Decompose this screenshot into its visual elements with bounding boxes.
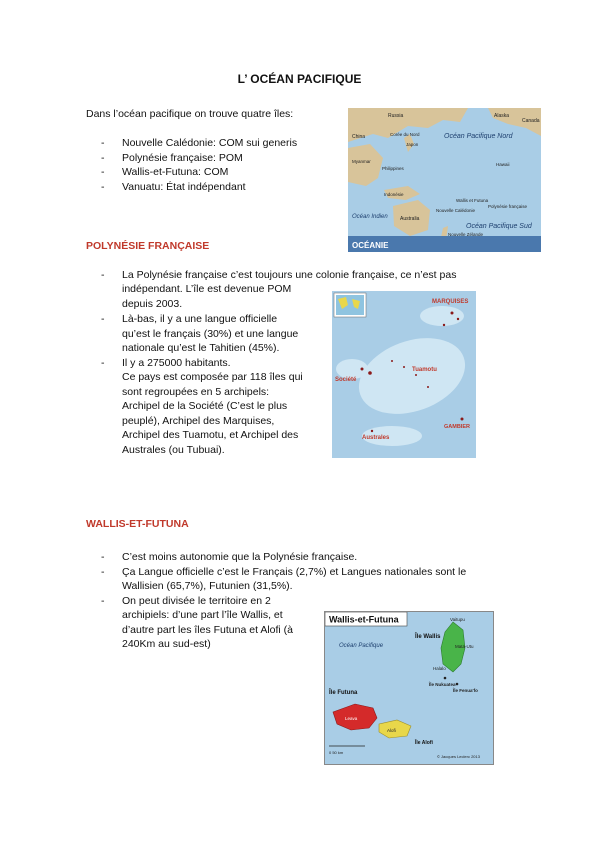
text-line: archipiels: d’une part l’île Wallis, et [122,609,283,621]
list-item [86,550,536,565]
map-label-leava: Leava [345,716,358,721]
map-label-australes: Australes [362,435,390,441]
map-label-china: China [352,134,366,140]
map-label-nz: Nouvelle Zélande [448,232,484,237]
list-item: - Vanuatu: État indépendant [86,180,297,195]
map-label-ncal: Nouvelle Calédonie [436,208,476,213]
list-item [86,356,303,458]
polynesie-b1-rest [122,282,291,311]
map-scale: 0 50 km [329,750,344,755]
text-line: Archipel des Tuamotu, et Archipel des [122,429,299,441]
map-label-gambier: GAMBIER [444,424,470,430]
map-label-nukuatea: Île Nukuatea [429,682,456,687]
text-line: - Ça Langue officielle c’est le Français (2,7%) et Langues nationales sont le [122,565,467,578]
text-line: depuis 2003. [122,297,183,310]
list-item [86,594,536,609]
list-item [86,312,303,356]
text-line: Wallisien (65,7%), Futunien (31,5%). [122,580,293,592]
map-credit: © Jacques Leclerc 2013 [437,754,480,759]
polynesie-list [86,268,526,283]
text-line: 240Km au sud-est) [122,638,211,650]
map-label-alofi: Île Alofi [415,740,433,746]
map-label-alofi-town: Alofi [387,728,396,733]
map-label-pacn: Océan Pacifique Nord [444,133,513,140]
map-label-wallis: Wallis et Futuna [456,198,489,203]
map-label-mata-utu: Mata-Utu [455,644,474,649]
map-label-indonesie: Indonésie [384,192,404,197]
polynesie-list-2 [86,312,303,457]
map-label-pacs: Océan Pacifique Sud [466,223,532,230]
map-label-coree: Corée du Nord [390,132,420,137]
text-line: - Il y a 275000 habitants. [122,356,231,369]
list-item: - Wallis-et-Futuna: COM [86,165,297,180]
wallis-map [324,611,494,765]
map-label-indien: Océan Indien [352,214,388,220]
heading-polynesie: POLYNÉSIE FRANÇAISE [86,240,210,252]
map-label-alaska: Alaska [494,113,510,119]
intro-text: Dans l’océan pacifique on trouve quatre îles: [86,108,294,120]
list-item [86,565,536,594]
wallis-list [86,550,536,608]
map-label-tuamotu: Tuamotu [412,367,437,373]
page-title: L’ OCÉAN PACIFIQUE [237,72,362,86]
map-label-canada: Canada [522,118,540,124]
map-label-myanmar: Myanmar [352,159,371,164]
polynesie-map [332,291,476,458]
map-label-halalo: Halalo [433,666,446,671]
map-label-fenuafo: Île Fenua'fo [453,688,478,693]
text-line: Archipel de la Société (C’est le plus [122,400,288,412]
wallis-b3-rest [122,608,293,652]
map-label-societe: Société [335,377,357,383]
map-label-futuna: Île Futuna [329,690,358,696]
text-line: Ce pays est composée par 118 îles qui [122,371,303,383]
text-line: qu’est le français (30%) et une langue [122,327,299,340]
map-label-russia: Russia [388,113,404,119]
map-label-marquises: MARQUISES [432,299,469,305]
oceania-map [348,108,541,252]
map-label-polynesie: Polynésie française [488,204,528,209]
list-item [86,268,526,283]
text-line: d’autre part les îles Futuna et Alofi (à [122,623,294,636]
list-item: - Polynésie française: POM [86,151,297,166]
text-line: Australes (ou Tubuai). [122,443,225,456]
map-label-oceanie: OCÉANIE [352,241,389,250]
map-label-vaitupu: Vaitupu [450,617,465,622]
map-title: Wallis-et-Futuna [329,614,399,625]
text-line: - On peut divisée le territoire en 2 [122,594,271,607]
text-line: nationale qu’est le Tahitien (45%). [122,342,280,354]
map-label-philippines: Philippines [382,166,404,171]
islands-list [86,136,297,194]
map-label-hawaii: Hawaii [496,162,510,167]
text-line: - Là-bas, il y a une langue officielle [122,313,278,325]
text-line: sont regroupées en 5 archipels: [122,385,270,398]
list-item: - Nouvelle Calédonie: COM sui generis [86,136,297,151]
map-label-japon: Japon [406,142,419,147]
heading-wallis: WALLIS-ET-FUTUNA [86,518,189,530]
text-line: indépendant. L’île est devenue POM [122,283,292,295]
text-line: - C’est moins autonomie que la Polynésie française. [122,551,358,563]
text-line: peuplé), Archipel des Marquises, [122,414,275,427]
list-item-text: La Polynésie française c’est toujours une colonie française, ce n’est pas [122,269,457,281]
map-label-australia: Australia [400,216,420,222]
map-label-wallis: Île Wallis [415,634,441,640]
map-label-ocean: Océan Pacifique [339,643,384,649]
